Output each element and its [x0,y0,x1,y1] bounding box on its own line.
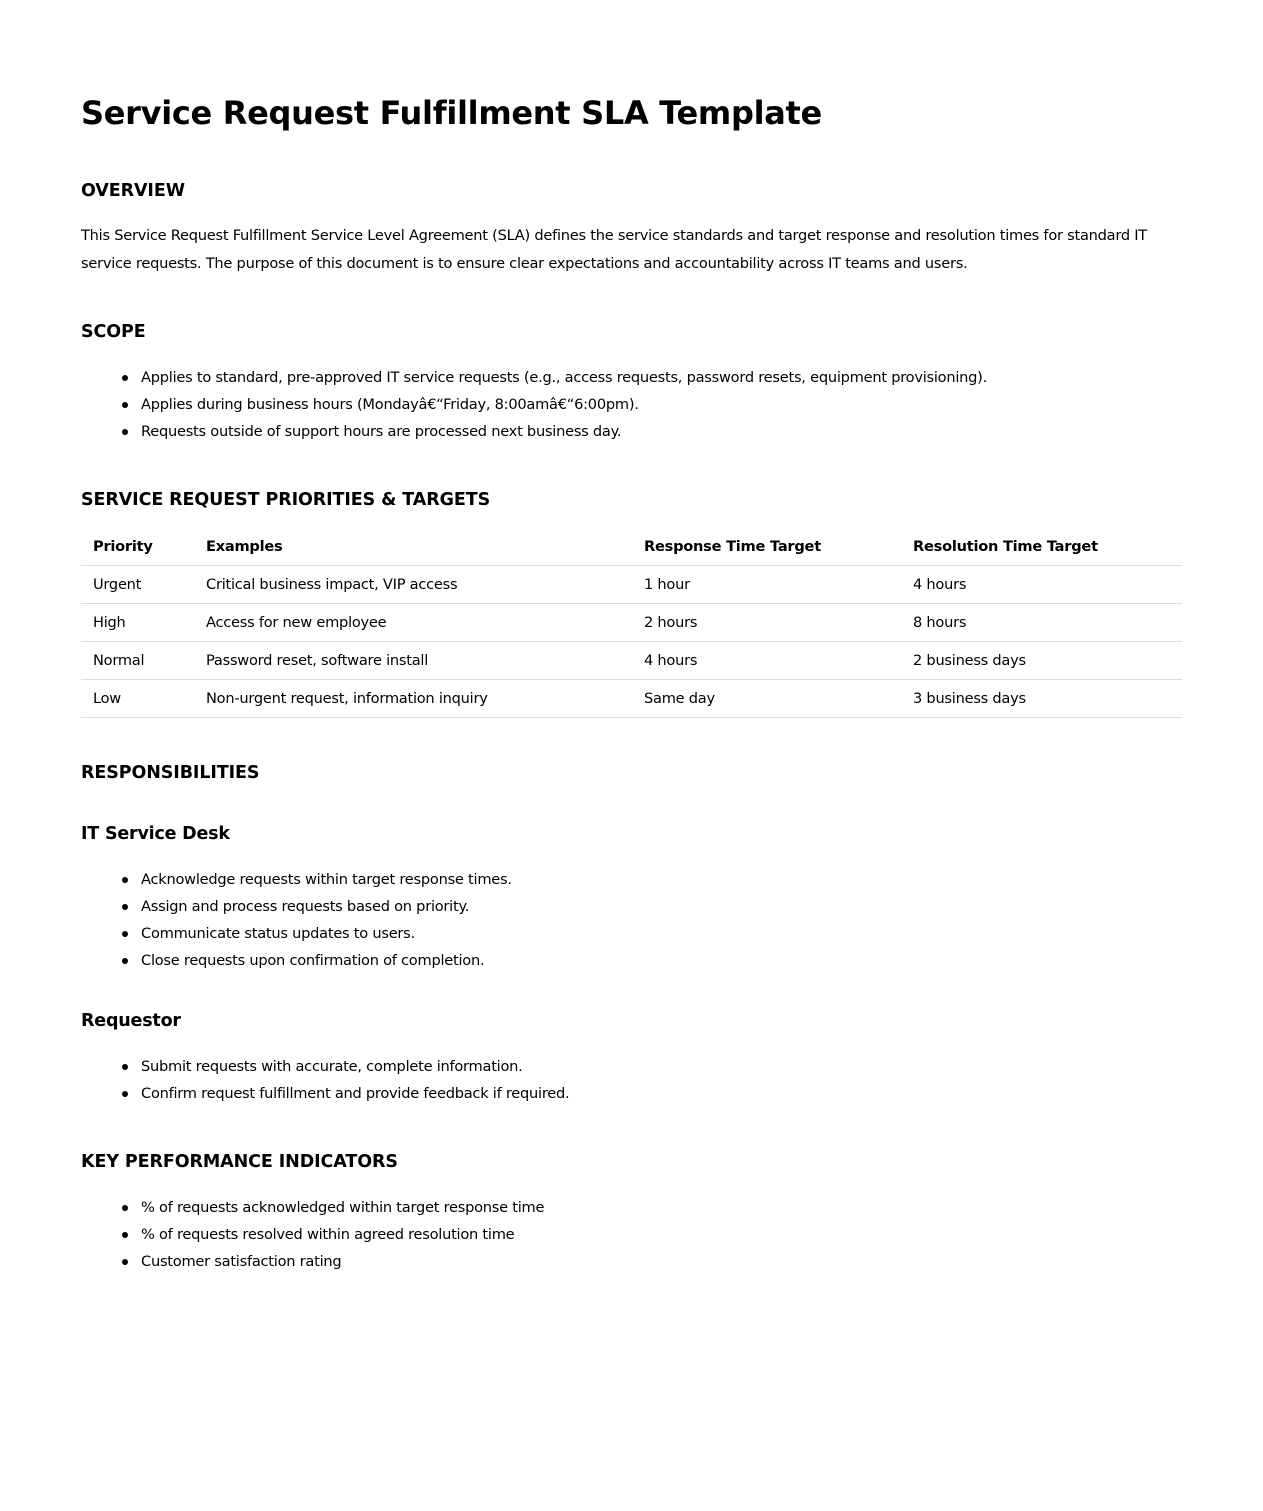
table-row [81,642,1182,680]
list-item: Acknowledge requests within target response times. [141,866,512,893]
cell-examples: Password reset, software install [194,642,632,680]
cell-response-time: 1 hour [632,566,901,604]
cell-priority: Low [81,680,194,718]
priorities-table [81,528,1182,718]
cell-response-time: 2 hours [632,604,901,642]
list-item: Applies during business hours (Mondayâ€“Friday, 8:00amâ€“6:00pm). [141,391,987,418]
overview-paragraph: This Service Request Fulfillment Service Level Agreement (SLA) defines the service standards and target response and resolution times for standard IT service requests. The purpose of this document is to ensure clear expectations and accountability across IT teams and users. [81,227,1147,272]
cell-priority: High [81,604,194,642]
column-header-response-time: Response Time Target [632,528,901,566]
cell-resolution-time: 4 hours [901,566,1182,604]
list-item: Customer satisfaction rating [141,1248,544,1275]
kpi-list [81,1194,544,1275]
list-item: Assign and process requests based on priority. [141,893,512,920]
column-header-resolution-time: Resolution Time Target [901,528,1182,566]
cell-examples: Non-urgent request, information inquiry [194,680,632,718]
service-desk-heading: IT Service Desk [81,824,230,844]
cell-response-time: 4 hours [632,642,901,680]
table-header-row [81,528,1182,566]
list-item: Communicate status updates to users. [141,920,512,947]
table-row [81,566,1182,604]
scope-heading: SCOPE [81,322,146,342]
list-item: Requests outside of support hours are processed next business day. [141,418,987,445]
cell-examples: Access for new employee [194,604,632,642]
page-title: Service Request Fulfillment SLA Template [81,94,822,132]
overview-heading: OVERVIEW [81,181,185,201]
cell-resolution-time: 3 business days [901,680,1182,718]
table-row [81,680,1182,718]
requestor-list [81,1053,569,1107]
list-item: Submit requests with accurate, complete information. [141,1053,569,1080]
priorities-heading: SERVICE REQUEST PRIORITIES & TARGETS [81,490,491,510]
list-item: Close requests upon confirmation of completion. [141,947,512,974]
list-item: % of requests acknowledged within target response time [141,1194,544,1221]
list-item: Confirm request fulfillment and provide feedback if required. [141,1080,569,1107]
cell-priority: Normal [81,642,194,680]
cell-examples: Critical business impact, VIP access [194,566,632,604]
kpi-heading: KEY PERFORMANCE INDICATORS [81,1152,398,1172]
column-header-examples: Examples [194,528,632,566]
responsibilities-heading: RESPONSIBILITIES [81,763,260,783]
cell-resolution-time: 2 business days [901,642,1182,680]
list-item: % of requests resolved within agreed resolution time [141,1221,544,1248]
scope-list [81,364,987,445]
cell-resolution-time: 8 hours [901,604,1182,642]
requestor-heading: Requestor [81,1011,181,1031]
table-row [81,604,1182,642]
cell-response-time: Same day [632,680,901,718]
cell-priority: Urgent [81,566,194,604]
service-desk-list [81,866,512,974]
list-item: Applies to standard, pre-approved IT service requests (e.g., access requests, password resets, equipment provisioning). [141,364,987,391]
column-header-priority: Priority [81,528,194,566]
